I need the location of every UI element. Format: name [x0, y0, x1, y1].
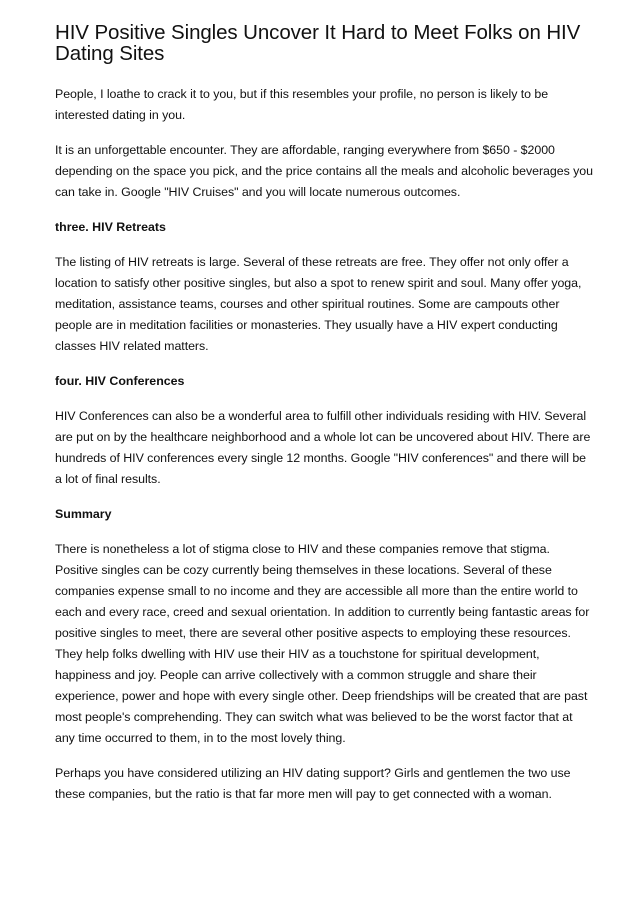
section-body-retreats: The listing of HIV retreats is large. Several of these retreats are free. They offer not only offer a location to satisfy other positive singles, but also a spot to renew spirit and soul. Many offer yoga, meditation, assistance teams, courses and other spiritual routines. Some are campouts other people are in meditation facilities or monasteries. They usually have a HIV expert conducting classes HIV related matters. — [55, 255, 582, 353]
document-page — [55, 22, 595, 819]
section-heading-summary: Summary — [55, 507, 112, 521]
section-heading-retreats: three. HIV Retreats — [55, 220, 166, 234]
section-heading-conferences: four. HIV Conferences — [55, 374, 185, 388]
closing-paragraph: Perhaps you have considered utilizing an HIV dating support? Girls and gentlemen the two use these companies, but the ratio is that far more men will pay to get connected with a woman. — [55, 766, 571, 801]
page-title: HIV Positive Singles Uncover It Hard to Meet Folks on HIV Dating Sites — [55, 21, 581, 65]
cruises-paragraph: It is an unforgettable encounter. They are affordable, ranging everywhere from $650 - $2000 depending on the space you pick, and the price contains all the meals and alcoholic beverages you can take in. Google "HIV Cruises" and you will locate numerous outcomes. — [55, 143, 593, 199]
intro-paragraph: People, I loathe to crack it to you, but if this resembles your profile, no person is likely to be interested dating in you. — [55, 87, 549, 122]
section-body-summary: There is nonetheless a lot of stigma close to HIV and these companies remove that stigma. Positive singles can be cozy currently being themselves in these locations. Several of these companies expense small to no income and they are accessible all more than the entire world to each and every race, creed and sexual orientation. In addition to currently being fantastic areas for positive singles to meet, there are several other positive aspects to employing these resources. They help folks dwelling with HIV use their HIV as a touchstone for spiritual development, happiness and joy. People can arrive collectively with a common struggle and share their experience, power and hope with every single other. Deep friendships will be created that are past most people's comprehending. They can switch what was believed to be the worst factor that at any time occurred to them, in to the most lovely thing. — [55, 542, 590, 745]
section-body-conferences: HIV Conferences can also be a wonderful area to fulfill other individuals residing with HIV. Several are put on by the healthcare neighborhood and a whole lot can be uncovered about HIV. There are hundreds of HIV conferences every single 12 months. Google "HIV conferences" and there will be a lot of final results. — [55, 409, 591, 486]
